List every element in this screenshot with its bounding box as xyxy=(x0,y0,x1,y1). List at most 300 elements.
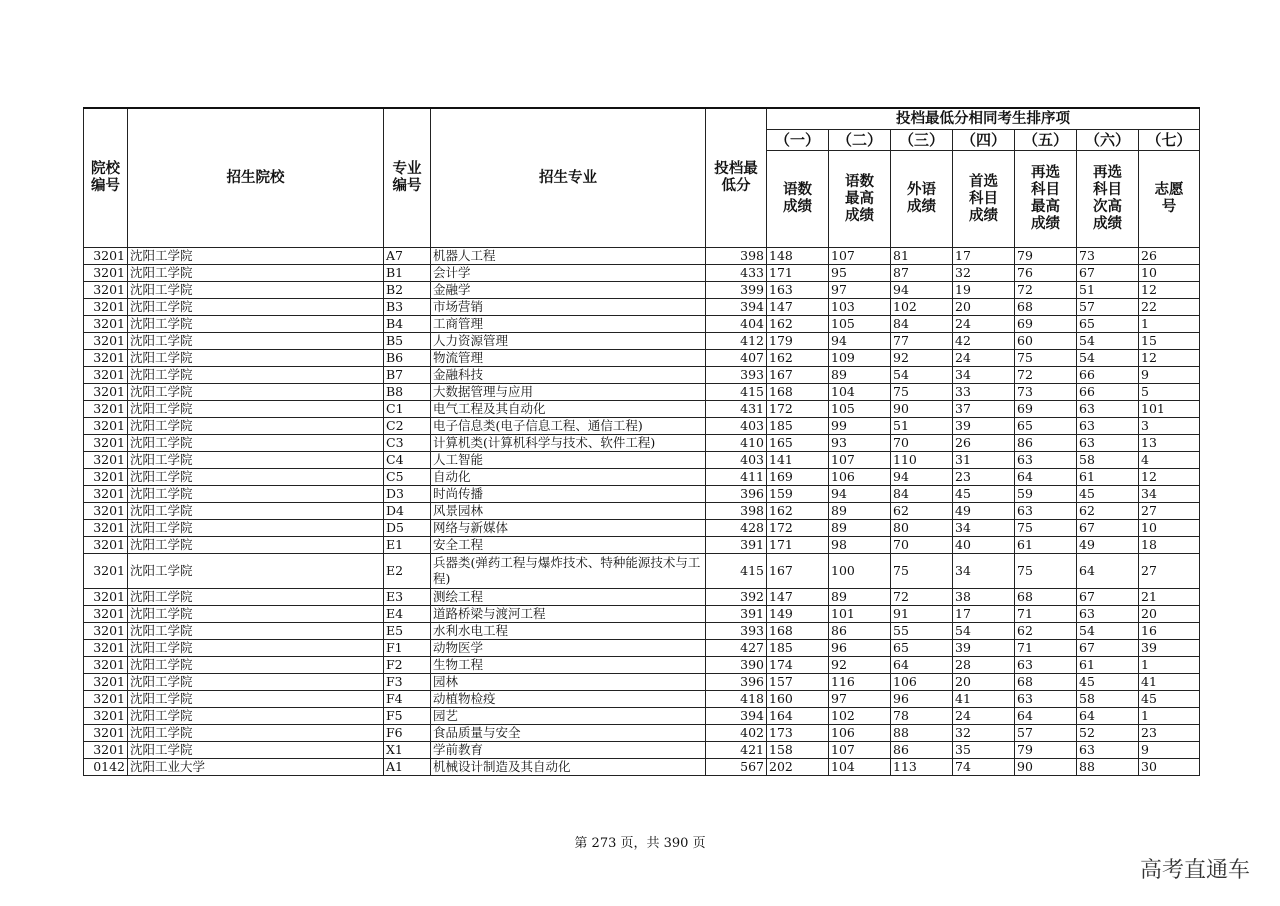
table-cell: 时尚传播 xyxy=(431,486,706,503)
table-cell: 97 xyxy=(829,282,891,299)
table-cell: X1 xyxy=(384,742,431,759)
table-cell: 169 xyxy=(767,469,829,486)
table-cell: 105 xyxy=(829,316,891,333)
table-cell: A7 xyxy=(384,248,431,265)
table-cell: 20 xyxy=(953,299,1015,316)
table-cell: 沈阳工学院 xyxy=(128,401,384,418)
table-cell: 63 xyxy=(1077,418,1139,435)
table-cell: 68 xyxy=(1015,589,1077,606)
table-cell: 10 xyxy=(1139,520,1200,537)
table-cell: 86 xyxy=(829,623,891,640)
table-cell: 20 xyxy=(953,674,1015,691)
header-major-name: 招生专业 xyxy=(431,108,706,248)
table-cell: 55 xyxy=(891,623,953,640)
table-cell: 89 xyxy=(829,367,891,384)
table-cell: 沈阳工学院 xyxy=(128,452,384,469)
table-cell: 77 xyxy=(891,333,953,350)
table-cell: 66 xyxy=(1077,367,1139,384)
table-cell: 60 xyxy=(1015,333,1077,350)
table-cell: F2 xyxy=(384,657,431,674)
table-cell: 道路桥梁与渡河工程 xyxy=(431,606,706,623)
table-cell: 51 xyxy=(891,418,953,435)
header-tie-group: 投档最低分相同考生排序项 xyxy=(767,108,1200,130)
table-cell: 63 xyxy=(1077,401,1139,418)
table-row xyxy=(84,623,1200,640)
table-cell: 75 xyxy=(1015,520,1077,537)
table-cell: 34 xyxy=(953,367,1015,384)
table-cell: 兵器类(弹药工程与爆炸技术、特种能源技术与工程) xyxy=(431,554,706,589)
table-cell: 3201 xyxy=(84,367,128,384)
table-cell: 3201 xyxy=(84,674,128,691)
table-cell: 179 xyxy=(767,333,829,350)
table-cell: 185 xyxy=(767,418,829,435)
table-cell: 54 xyxy=(953,623,1015,640)
table-cell: 水利水电工程 xyxy=(431,623,706,640)
table-cell: 3201 xyxy=(84,435,128,452)
table-cell: 生物工程 xyxy=(431,657,706,674)
table-cell: 391 xyxy=(706,606,767,623)
table-cell: 沈阳工业大学 xyxy=(128,759,384,776)
table-cell: 3201 xyxy=(84,554,128,589)
table-cell: 84 xyxy=(891,486,953,503)
table-cell: 32 xyxy=(953,725,1015,742)
table-cell: 4 xyxy=(1139,452,1200,469)
table-cell: 27 xyxy=(1139,503,1200,520)
table-cell: 67 xyxy=(1077,589,1139,606)
table-row xyxy=(84,640,1200,657)
table-cell: 403 xyxy=(706,452,767,469)
table-cell: 174 xyxy=(767,657,829,674)
table-cell: 57 xyxy=(1015,725,1077,742)
table-row xyxy=(84,418,1200,435)
table-cell: 172 xyxy=(767,520,829,537)
table-cell: 19 xyxy=(953,282,1015,299)
table-cell: 3201 xyxy=(84,350,128,367)
table-cell: 100 xyxy=(829,554,891,589)
table-cell: 167 xyxy=(767,367,829,384)
table-cell: 89 xyxy=(829,520,891,537)
table-cell: 69 xyxy=(1015,401,1077,418)
table-cell: 67 xyxy=(1077,520,1139,537)
table-cell: 49 xyxy=(953,503,1015,520)
table-cell: 58 xyxy=(1077,452,1139,469)
table-cell: 95 xyxy=(829,265,891,282)
table-cell: 168 xyxy=(767,623,829,640)
table-row xyxy=(84,401,1200,418)
table-cell: 3201 xyxy=(84,333,128,350)
table-cell: 64 xyxy=(1077,554,1139,589)
table-cell: 107 xyxy=(829,452,891,469)
table-cell: 3201 xyxy=(84,299,128,316)
table-cell: 电子信息类(电子信息工程、通信工程) xyxy=(431,418,706,435)
table-cell: 沈阳工学院 xyxy=(128,725,384,742)
table-row xyxy=(84,657,1200,674)
table-cell: B8 xyxy=(384,384,431,401)
table-row xyxy=(84,742,1200,759)
table-cell: 89 xyxy=(829,589,891,606)
table-cell: 148 xyxy=(767,248,829,265)
table-cell: 63 xyxy=(1015,503,1077,520)
table-cell: 沈阳工学院 xyxy=(128,486,384,503)
table-cell: 412 xyxy=(706,333,767,350)
table-cell: 72 xyxy=(1015,367,1077,384)
table-cell: 金融科技 xyxy=(431,367,706,384)
table-cell: 32 xyxy=(953,265,1015,282)
table-row xyxy=(84,486,1200,503)
table-cell: 24 xyxy=(953,350,1015,367)
table-cell: 3201 xyxy=(84,418,128,435)
table-cell: 20 xyxy=(1139,606,1200,623)
table-cell: 39 xyxy=(1139,640,1200,657)
table-cell: 59 xyxy=(1015,486,1077,503)
table-cell: 94 xyxy=(891,282,953,299)
table-cell: 沈阳工学院 xyxy=(128,367,384,384)
table-cell: 40 xyxy=(953,537,1015,554)
table-cell: 39 xyxy=(953,640,1015,657)
table-cell: 3201 xyxy=(84,452,128,469)
table-cell: 399 xyxy=(706,282,767,299)
table-cell: 202 xyxy=(767,759,829,776)
table-row xyxy=(84,367,1200,384)
table-cell: 69 xyxy=(1015,316,1077,333)
header-tie-label: 外语成绩 xyxy=(891,151,953,248)
table-cell: B3 xyxy=(384,299,431,316)
header-tie-label: 语数成绩 xyxy=(767,151,829,248)
table-cell: 94 xyxy=(891,469,953,486)
table-row xyxy=(84,333,1200,350)
table-cell: 5 xyxy=(1139,384,1200,401)
table-cell: 63 xyxy=(1015,452,1077,469)
table-row xyxy=(84,282,1200,299)
table-cell: 3201 xyxy=(84,520,128,537)
table-cell: 沈阳工学院 xyxy=(128,435,384,452)
table-cell: 415 xyxy=(706,384,767,401)
page-footer: 第 273 页，共 390 页 xyxy=(574,836,706,851)
table-row xyxy=(84,674,1200,691)
table-cell: 3201 xyxy=(84,265,128,282)
table-cell: 17 xyxy=(953,248,1015,265)
table-cell: 26 xyxy=(1139,248,1200,265)
table-cell: 390 xyxy=(706,657,767,674)
table-cell: 162 xyxy=(767,316,829,333)
table-cell: 沈阳工学院 xyxy=(128,299,384,316)
table-row xyxy=(84,350,1200,367)
table-cell: 75 xyxy=(891,554,953,589)
table-cell: 63 xyxy=(1015,691,1077,708)
table-cell: 73 xyxy=(1077,248,1139,265)
table-cell: 45 xyxy=(953,486,1015,503)
table-row xyxy=(84,759,1200,776)
header-tie-number: （七） xyxy=(1139,130,1200,151)
table-row xyxy=(84,708,1200,725)
table-cell: 106 xyxy=(829,469,891,486)
table-cell: 41 xyxy=(1139,674,1200,691)
table-cell: 402 xyxy=(706,725,767,742)
table-cell: 24 xyxy=(953,708,1015,725)
table-cell: 167 xyxy=(767,554,829,589)
table-cell: 3201 xyxy=(84,537,128,554)
header-tie-number: （五） xyxy=(1015,130,1077,151)
table-cell: 3201 xyxy=(84,640,128,657)
table-cell: 88 xyxy=(1077,759,1139,776)
table-cell: C3 xyxy=(384,435,431,452)
header-tie-number: （一） xyxy=(767,130,829,151)
table-cell: 185 xyxy=(767,640,829,657)
table-cell: 107 xyxy=(829,248,891,265)
table-cell: 34 xyxy=(1139,486,1200,503)
table-cell: B4 xyxy=(384,316,431,333)
header-tie-number: （六） xyxy=(1077,130,1139,151)
table-cell: 63 xyxy=(1077,742,1139,759)
table-cell: 103 xyxy=(829,299,891,316)
table-cell: 106 xyxy=(829,725,891,742)
table-cell: 104 xyxy=(829,384,891,401)
table-cell: 10 xyxy=(1139,265,1200,282)
table-cell: 0142 xyxy=(84,759,128,776)
table-body xyxy=(84,248,1200,776)
table-cell: 79 xyxy=(1015,248,1077,265)
table-cell: 84 xyxy=(891,316,953,333)
header-tie-label: 首选科目成绩 xyxy=(953,151,1015,248)
header-tie-label: 再选科目最高成绩 xyxy=(1015,151,1077,248)
header-tie-number: （四） xyxy=(953,130,1015,151)
table-cell: F5 xyxy=(384,708,431,725)
table-cell: 34 xyxy=(953,554,1015,589)
header-school-name: 招生院校 xyxy=(128,108,384,248)
table-cell: 沈阳工学院 xyxy=(128,418,384,435)
table-cell: 68 xyxy=(1015,299,1077,316)
table-cell: 3201 xyxy=(84,248,128,265)
table-cell: 3201 xyxy=(84,503,128,520)
table-cell: 433 xyxy=(706,265,767,282)
header-tie-label: 语数最高成绩 xyxy=(829,151,891,248)
table-cell: 28 xyxy=(953,657,1015,674)
table-cell: 沈阳工学院 xyxy=(128,554,384,589)
table-cell: 68 xyxy=(1015,674,1077,691)
table-row xyxy=(84,316,1200,333)
table-cell: 人工智能 xyxy=(431,452,706,469)
table-cell: 99 xyxy=(829,418,891,435)
table-cell: E2 xyxy=(384,554,431,589)
header-tie-label: 志愿号 xyxy=(1139,151,1200,248)
table-cell: 391 xyxy=(706,537,767,554)
table-cell: 安全工程 xyxy=(431,537,706,554)
table-cell: 427 xyxy=(706,640,767,657)
table-cell: F4 xyxy=(384,691,431,708)
table-cell: E1 xyxy=(384,537,431,554)
table-cell: 49 xyxy=(1077,537,1139,554)
table-cell: 64 xyxy=(891,657,953,674)
table-cell: 机械设计制造及其自动化 xyxy=(431,759,706,776)
header-min-score: 投档最低分 xyxy=(706,108,767,248)
table-cell: C1 xyxy=(384,401,431,418)
table-row xyxy=(84,520,1200,537)
table-cell: 92 xyxy=(891,350,953,367)
header-tie-number: （二） xyxy=(829,130,891,151)
table-cell: 3201 xyxy=(84,725,128,742)
table-cell: 567 xyxy=(706,759,767,776)
table-cell: 54 xyxy=(1077,350,1139,367)
table-cell: 沈阳工学院 xyxy=(128,384,384,401)
table-cell: B5 xyxy=(384,333,431,350)
table-cell: 81 xyxy=(891,248,953,265)
table-cell: 机器人工程 xyxy=(431,248,706,265)
table-cell: 91 xyxy=(891,606,953,623)
table-cell: 63 xyxy=(1077,606,1139,623)
table-cell: B2 xyxy=(384,282,431,299)
table-cell: 3201 xyxy=(84,708,128,725)
table-cell: 393 xyxy=(706,367,767,384)
table-cell: 沈阳工学院 xyxy=(128,503,384,520)
table-cell: 421 xyxy=(706,742,767,759)
table-cell: 165 xyxy=(767,435,829,452)
table-row xyxy=(84,452,1200,469)
table-cell: 428 xyxy=(706,520,767,537)
table-cell: 大数据管理与应用 xyxy=(431,384,706,401)
table-cell: 393 xyxy=(706,623,767,640)
table-row xyxy=(84,435,1200,452)
table-cell: 沈阳工学院 xyxy=(128,350,384,367)
table-cell: D5 xyxy=(384,520,431,537)
table-cell: 12 xyxy=(1139,282,1200,299)
table-cell: 157 xyxy=(767,674,829,691)
table-cell: 电气工程及其自动化 xyxy=(431,401,706,418)
table-cell: 33 xyxy=(953,384,1015,401)
table-cell: 42 xyxy=(953,333,1015,350)
table-cell: 73 xyxy=(1015,384,1077,401)
table-cell: 404 xyxy=(706,316,767,333)
table-cell: 101 xyxy=(829,606,891,623)
table-cell: 沈阳工学院 xyxy=(128,640,384,657)
table-cell: 沈阳工学院 xyxy=(128,674,384,691)
table-cell: 92 xyxy=(829,657,891,674)
table-cell: 沈阳工学院 xyxy=(128,265,384,282)
table-cell: 98 xyxy=(829,537,891,554)
table-cell: 工商管理 xyxy=(431,316,706,333)
table-cell: 86 xyxy=(891,742,953,759)
table-cell: 94 xyxy=(829,333,891,350)
table-row xyxy=(84,725,1200,742)
table-cell: 105 xyxy=(829,401,891,418)
table-cell: 415 xyxy=(706,554,767,589)
table-cell: 396 xyxy=(706,674,767,691)
table-cell: 67 xyxy=(1077,640,1139,657)
table-cell: 74 xyxy=(953,759,1015,776)
table-cell: 75 xyxy=(1015,350,1077,367)
table-cell: E4 xyxy=(384,606,431,623)
table-cell: 园艺 xyxy=(431,708,706,725)
table-cell: 沈阳工学院 xyxy=(128,708,384,725)
table-row xyxy=(84,503,1200,520)
table-cell: 计算机类(计算机科学与技术、软件工程) xyxy=(431,435,706,452)
table-cell: 398 xyxy=(706,248,767,265)
table-cell: 79 xyxy=(1015,742,1077,759)
table-cell: 63 xyxy=(1015,657,1077,674)
table-cell: 54 xyxy=(1077,333,1139,350)
table-cell: 65 xyxy=(1077,316,1139,333)
table-cell: 沈阳工学院 xyxy=(128,623,384,640)
table-cell: 75 xyxy=(891,384,953,401)
table-cell: 70 xyxy=(891,537,953,554)
table-cell: F1 xyxy=(384,640,431,657)
table-cell: E5 xyxy=(384,623,431,640)
table-cell: 3201 xyxy=(84,606,128,623)
table-cell: 65 xyxy=(1015,418,1077,435)
table-cell: 97 xyxy=(829,691,891,708)
table-cell: 71 xyxy=(1015,606,1077,623)
table-cell: 394 xyxy=(706,299,767,316)
table-cell: 26 xyxy=(953,435,1015,452)
table-row xyxy=(84,469,1200,486)
table-cell: 107 xyxy=(829,742,891,759)
table-cell: 21 xyxy=(1139,589,1200,606)
table-cell: 51 xyxy=(1077,282,1139,299)
table-cell: B1 xyxy=(384,265,431,282)
table-cell: C4 xyxy=(384,452,431,469)
table-cell: 31 xyxy=(953,452,1015,469)
table-cell: 3201 xyxy=(84,469,128,486)
table-cell: 392 xyxy=(706,589,767,606)
table-cell: 88 xyxy=(891,725,953,742)
table-cell: 64 xyxy=(1077,708,1139,725)
table-cell: 113 xyxy=(891,759,953,776)
table-cell: 动物医学 xyxy=(431,640,706,657)
table-cell: 62 xyxy=(1077,503,1139,520)
table-cell: 沈阳工学院 xyxy=(128,657,384,674)
table-cell: 61 xyxy=(1077,469,1139,486)
table-cell: 62 xyxy=(891,503,953,520)
table-cell: 64 xyxy=(1015,708,1077,725)
table-cell: 41 xyxy=(953,691,1015,708)
table-cell: 62 xyxy=(1015,623,1077,640)
table-cell: 45 xyxy=(1139,691,1200,708)
table-row xyxy=(84,554,1200,589)
table-cell: 食品质量与安全 xyxy=(431,725,706,742)
table-cell: 人力资源管理 xyxy=(431,333,706,350)
table-cell: 沈阳工学院 xyxy=(128,333,384,350)
table-cell: 3201 xyxy=(84,657,128,674)
table-cell: 1 xyxy=(1139,708,1200,725)
table-row xyxy=(84,265,1200,282)
table-cell: 3201 xyxy=(84,486,128,503)
table-row xyxy=(84,384,1200,401)
table-cell: 12 xyxy=(1139,469,1200,486)
table-cell: 90 xyxy=(891,401,953,418)
table-cell: 动植物检疫 xyxy=(431,691,706,708)
table-cell: 70 xyxy=(891,435,953,452)
table-cell: 171 xyxy=(767,265,829,282)
table-cell: 78 xyxy=(891,708,953,725)
table-cell: 102 xyxy=(829,708,891,725)
table-cell: 12 xyxy=(1139,350,1200,367)
table-cell: 市场营销 xyxy=(431,299,706,316)
table-cell: 沈阳工学院 xyxy=(128,589,384,606)
admission-score-table xyxy=(83,107,1200,776)
table-cell: 61 xyxy=(1015,537,1077,554)
table-cell: F3 xyxy=(384,674,431,691)
table-row xyxy=(84,537,1200,554)
table-cell: 3 xyxy=(1139,418,1200,435)
table-cell: 网络与新媒体 xyxy=(431,520,706,537)
table-cell: B7 xyxy=(384,367,431,384)
table-cell: 87 xyxy=(891,265,953,282)
table-cell: 3201 xyxy=(84,401,128,418)
table-cell: 23 xyxy=(953,469,1015,486)
table-row xyxy=(84,589,1200,606)
table-cell: 101 xyxy=(1139,401,1200,418)
table-row xyxy=(84,606,1200,623)
table-cell: 141 xyxy=(767,452,829,469)
